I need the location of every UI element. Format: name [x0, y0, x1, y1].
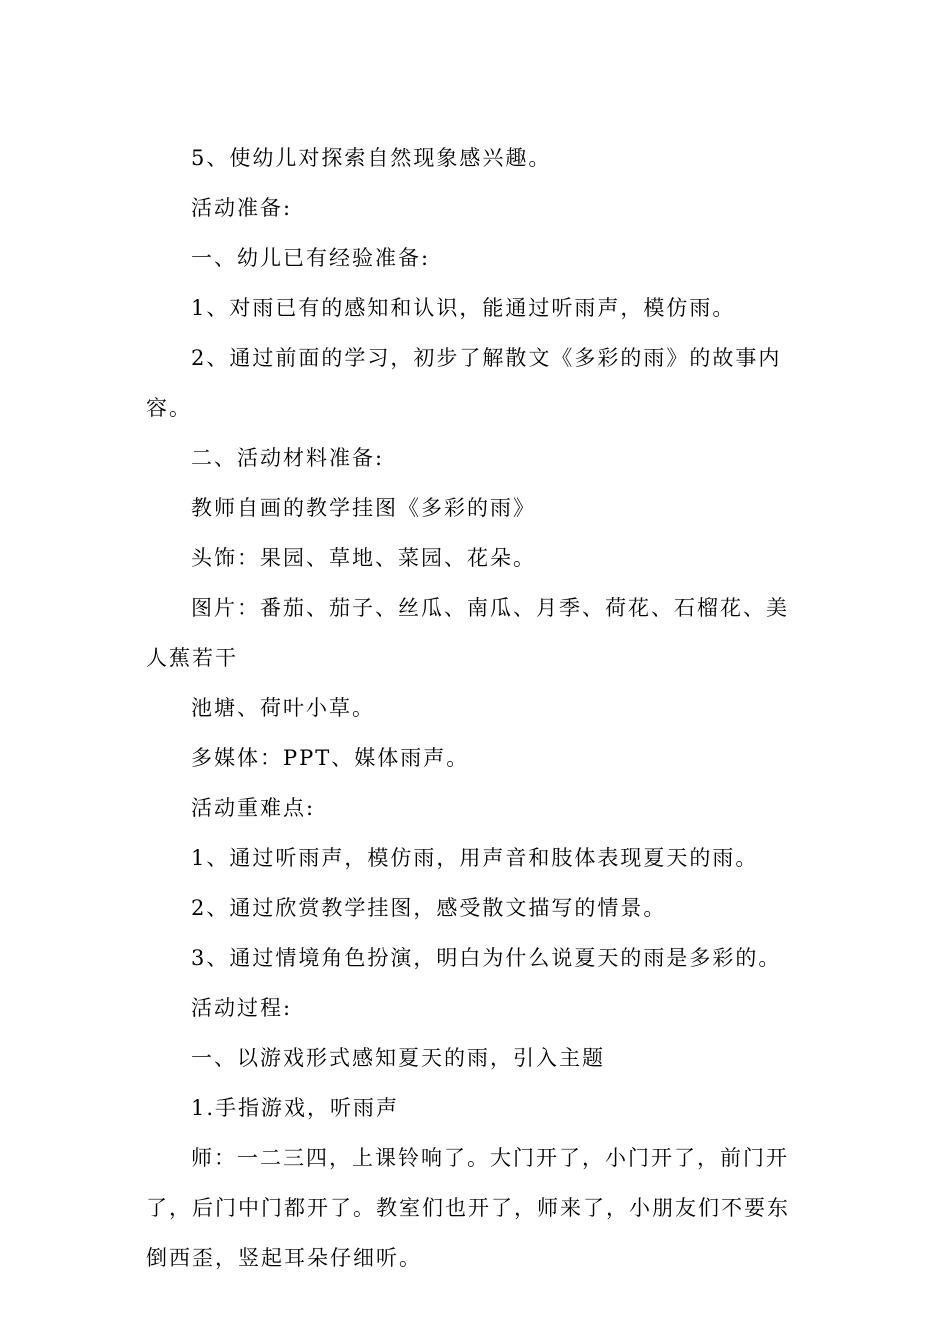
paragraph-experience-1: 1、对雨已有的感知和认识，能通过听雨声，模仿雨。	[191, 296, 736, 320]
heading-activity-preparation: 活动准备:	[191, 196, 293, 220]
heading-experience-preparation: 一、幼儿已有经验准备:	[191, 246, 431, 270]
heading-process-step-1: 一、以游戏形式感知夏天的雨，引入主题	[191, 1046, 605, 1070]
paragraph-pictures: 图片：番茄、茄子、丝瓜、南瓜、月季、荷花、石榴花、美人蕉若干	[146, 596, 789, 670]
document-body	[146, 133, 806, 1283]
paragraph-pond: 池塘、荷叶小草。	[191, 696, 375, 720]
paragraph-key-point-1: 1、通过听雨声，模仿雨，用声音和肢体表现夏天的雨。	[191, 846, 759, 870]
heading-activity-process: 活动过程:	[191, 996, 293, 1020]
paragraph-headwear: 头饰：果园、草地、菜园、花朵。	[191, 546, 536, 570]
paragraph-key-point-3: 3、通过情境角色扮演，明白为什么说夏天的雨是多彩的。	[191, 946, 782, 970]
heading-key-points: 活动重难点:	[191, 796, 316, 820]
paragraph-wall-chart: 教师自画的教学挂图《多彩的雨》	[191, 496, 536, 520]
paragraph-goal-5: 5、使幼儿对探索自然现象感兴趣。	[191, 146, 552, 170]
paragraph-teacher-script: 师：一二三四，上课铃响了。大门开了，小门开了，前门开了，后门中门都开了。教室们也开了，师来了，小朋友们不要东倒西歪，竖起耳朵仔细听。	[146, 1146, 790, 1270]
heading-material-preparation: 二、活动材料准备:	[191, 446, 385, 470]
paragraph-experience-2: 2、通过前面的学习，初步了解散文《多彩的雨》的故事内容。	[146, 346, 782, 420]
paragraph-finger-game: 1.手指游戏，听雨声	[191, 1096, 400, 1120]
paragraph-multimedia: 多媒体：PPT、媒体雨声。	[191, 746, 470, 770]
paragraph-key-point-2: 2、通过欣赏教学挂图，感受散文描写的情景。	[191, 896, 667, 920]
